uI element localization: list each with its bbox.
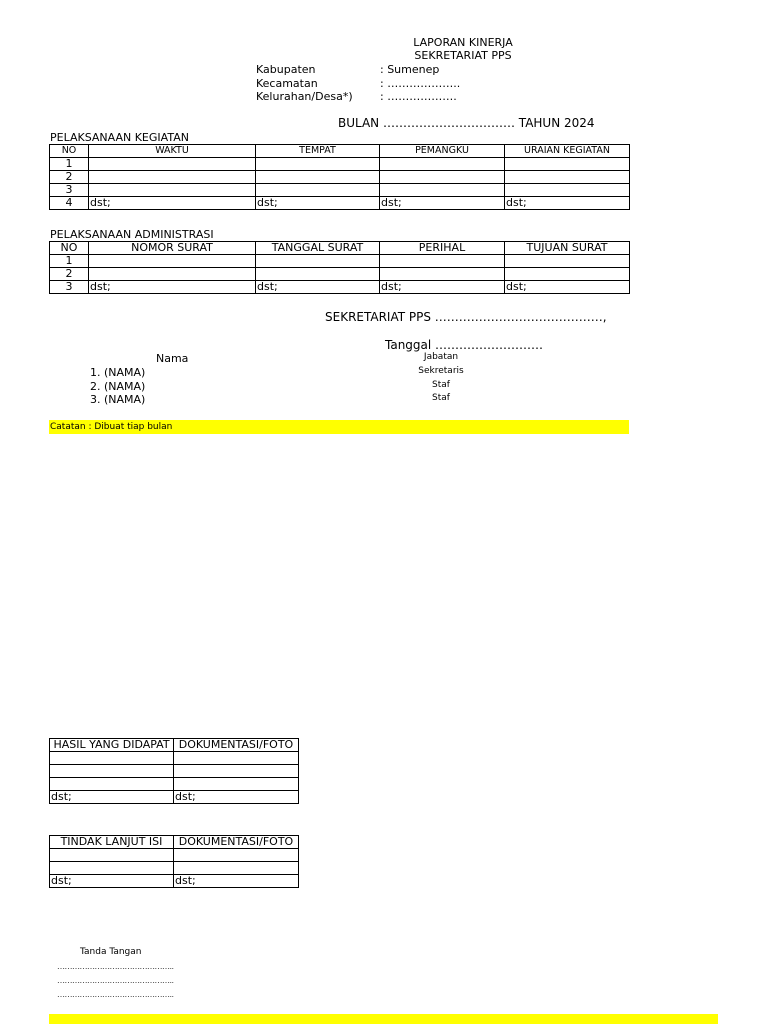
table-cell[interactable] — [380, 268, 505, 281]
table-cell[interactable] — [50, 849, 174, 862]
dst-cell: dst; — [89, 281, 256, 294]
field-label-kecamatan: Kecamatan — [256, 77, 318, 90]
signature-date: Tanggal ……………………… — [385, 338, 544, 352]
table-cell[interactable] — [505, 171, 630, 184]
table-row — [50, 158, 630, 171]
signature-line: ……………………………………….. — [57, 976, 174, 985]
column-header: TEMPAT — [256, 145, 380, 158]
kegiatan-table — [49, 144, 630, 210]
column-header: DOKUMENTASI/FOTO — [174, 836, 299, 849]
table-cell[interactable] — [174, 849, 299, 862]
table-cell[interactable] — [174, 765, 299, 778]
table-cell[interactable] — [380, 158, 505, 171]
column-header: DOKUMENTASI/FOTO — [174, 739, 299, 752]
table-cell[interactable] — [89, 255, 256, 268]
table-row — [50, 197, 630, 210]
table-row — [50, 171, 630, 184]
signatory-name: 2. (NAMA) — [90, 380, 146, 393]
table-row — [50, 778, 299, 791]
table-row — [50, 255, 630, 268]
table-cell[interactable] — [256, 255, 380, 268]
table-row — [50, 791, 299, 804]
field-value-kelurahan: : ………………. — [380, 90, 457, 103]
table-row — [50, 752, 299, 765]
table-cell[interactable] — [50, 752, 174, 765]
column-header: TINDAK LANJUT ISI — [50, 836, 174, 849]
column-header: URAIAN KEGIATAN — [505, 145, 630, 158]
signatory-position: Sekretaris — [418, 366, 464, 376]
table-header-row — [50, 739, 299, 752]
table-cell[interactable] — [89, 268, 256, 281]
tindak-lanjut-table — [49, 835, 299, 888]
column-header: PEMANGKU — [380, 145, 505, 158]
table-cell[interactable] — [505, 158, 630, 171]
table-cell[interactable] — [256, 268, 380, 281]
field-label-kelurahan: Kelurahan/Desa*) — [256, 90, 353, 103]
table-row — [50, 875, 299, 888]
hasil-table — [49, 738, 299, 804]
signatory-name: 3. (NAMA) — [90, 393, 146, 406]
column-header: WAKTU — [89, 145, 256, 158]
table-cell[interactable] — [50, 862, 174, 875]
row-number: 1 — [50, 158, 89, 171]
column-header: NO — [50, 242, 89, 255]
row-number: 2 — [50, 268, 89, 281]
table-header-row — [50, 145, 630, 158]
dst-cell: dst; — [50, 791, 174, 804]
table-cell[interactable] — [174, 862, 299, 875]
table-cell[interactable] — [380, 255, 505, 268]
report-period: BULAN …………………………… TAHUN 2024 — [338, 116, 595, 130]
report-subtitle: SEKRETARIAT PPS — [414, 49, 512, 62]
table-cell[interactable] — [256, 158, 380, 171]
footer-highlight-bar — [49, 1014, 718, 1024]
table-cell[interactable] — [505, 184, 630, 197]
table-row — [50, 849, 299, 862]
table-cell[interactable] — [174, 778, 299, 791]
section-title-administrasi: PELAKSANAAN ADMINISTRASI — [50, 228, 214, 241]
dst-cell: dst; — [505, 197, 630, 210]
administrasi-table — [49, 241, 630, 294]
column-header: NO — [50, 145, 89, 158]
column-header: NOMOR SURAT — [89, 242, 256, 255]
signature-place: SEKRETARIAT PPS ……………………………………, — [325, 310, 607, 324]
signature-line: ……………………………………….. — [57, 990, 174, 999]
column-header: HASIL YANG DIDAPAT — [50, 739, 174, 752]
nama-header: Nama — [156, 352, 189, 365]
table-cell[interactable] — [89, 184, 256, 197]
field-value-kabupaten: : Sumenep — [380, 63, 440, 76]
table-cell[interactable] — [256, 171, 380, 184]
column-header: TANGGAL SURAT — [256, 242, 380, 255]
table-cell[interactable] — [256, 184, 380, 197]
table-row — [50, 184, 630, 197]
table-cell[interactable] — [89, 171, 256, 184]
table-row — [50, 281, 630, 294]
field-value-kecamatan: : ……………….. — [380, 77, 461, 90]
dst-cell: dst; — [50, 875, 174, 888]
tanda-tangan-label: Tanda Tangan — [80, 947, 142, 957]
row-number: 1 — [50, 255, 89, 268]
section-title-kegiatan: PELAKSANAAN KEGIATAN — [50, 131, 189, 144]
column-header: PERIHAL — [380, 242, 505, 255]
jabatan-header: Jabatan — [423, 352, 459, 362]
field-label-kabupaten: Kabupaten — [256, 63, 316, 76]
table-cell[interactable] — [380, 184, 505, 197]
table-cell[interactable] — [174, 752, 299, 765]
signature-line: ……………………………………….. — [57, 962, 174, 971]
dst-cell: dst; — [174, 791, 299, 804]
signatory-name: 1. (NAMA) — [90, 366, 146, 379]
table-cell[interactable] — [505, 268, 630, 281]
table-cell[interactable] — [50, 765, 174, 778]
column-header: TUJUAN SURAT — [505, 242, 630, 255]
signatory-position: Staf — [432, 393, 450, 403]
row-number: 4 — [50, 197, 89, 210]
dst-cell: dst; — [380, 281, 505, 294]
row-number: 3 — [50, 184, 89, 197]
dst-cell: dst; — [256, 281, 380, 294]
table-cell[interactable] — [89, 158, 256, 171]
dst-cell: dst; — [174, 875, 299, 888]
table-header-row — [50, 242, 630, 255]
table-header-row — [50, 836, 299, 849]
table-row — [50, 268, 630, 281]
table-cell[interactable] — [380, 171, 505, 184]
signatory-position: Staf — [432, 380, 450, 390]
report-title: LAPORAN KINERJA — [413, 36, 513, 49]
dst-cell: dst; — [89, 197, 256, 210]
dst-cell: dst; — [505, 281, 630, 294]
table-cell[interactable] — [50, 778, 174, 791]
row-number: 3 — [50, 281, 89, 294]
table-row — [50, 765, 299, 778]
dst-cell: dst; — [256, 197, 380, 210]
table-row — [50, 862, 299, 875]
note-banner: Catatan : Dibuat tiap bulan — [49, 420, 629, 434]
row-number: 2 — [50, 171, 89, 184]
table-cell[interactable] — [505, 255, 630, 268]
dst-cell: dst; — [380, 197, 505, 210]
